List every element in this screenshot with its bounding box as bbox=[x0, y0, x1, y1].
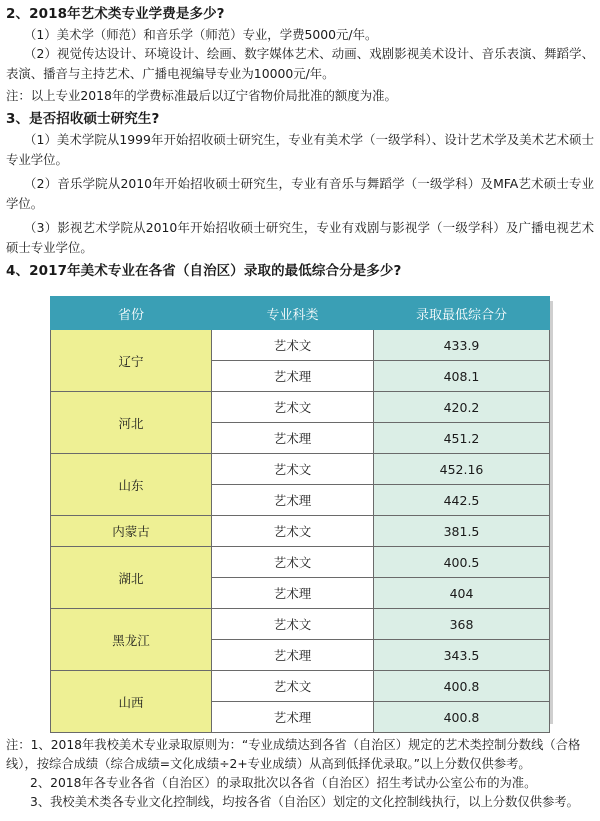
subject-cell: 艺术文 bbox=[212, 609, 374, 640]
table-row bbox=[51, 392, 550, 423]
section2-item-1: （1）美术学（师范）和音乐学（师范）专业，学费5000元/年。 bbox=[24, 27, 378, 42]
section2-item-2: （2）视觉传达设计、环境设计、绘画、数字媒体艺术、动画、戏剧影视美术设计、音乐表演、舞蹈学、表演、播音与主持艺术、广播电视编导专业为10000元/年。 bbox=[6, 46, 594, 81]
province-cell: 黑龙江 bbox=[51, 609, 212, 671]
note-1: 注：1、2018年我校美术专业录取原则为：“专业成绩达到各省（自治区）规定的艺术类控制分数线（合格线），按综合成绩（综合成绩=文化成绩÷2+专业成绩）从高到低择优录取。”以上分数仅供参考。 bbox=[6, 738, 581, 771]
province-cell: 辽宁 bbox=[51, 330, 212, 392]
province-cell: 河北 bbox=[51, 392, 212, 454]
table-row bbox=[51, 547, 550, 578]
province-cell: 湖北 bbox=[51, 547, 212, 609]
section2-heading: 2、2018年艺术类专业学费是多少? bbox=[6, 6, 225, 22]
score-cell: 343.5 bbox=[374, 640, 550, 671]
header-score: 录取最低综合分 bbox=[374, 297, 550, 330]
score-cell: 452.16 bbox=[374, 454, 550, 485]
admission-score-table-wrapper bbox=[50, 296, 549, 725]
header-province: 省份 bbox=[51, 297, 212, 330]
header-subject: 专业科类 bbox=[212, 297, 374, 330]
province-cell: 内蒙古 bbox=[51, 516, 212, 547]
subject-cell: 艺术理 bbox=[212, 702, 374, 733]
table-row bbox=[51, 671, 550, 702]
subject-cell: 艺术理 bbox=[212, 640, 374, 671]
score-cell: 400.8 bbox=[374, 671, 550, 702]
score-cell: 420.2 bbox=[374, 392, 550, 423]
table-row bbox=[51, 516, 550, 547]
score-cell: 442.5 bbox=[374, 485, 550, 516]
section2-note: 注：以上专业2018年的学费标准最后以辽宁省物价局批准的额度为准。 bbox=[6, 88, 397, 103]
admission-score-table bbox=[50, 296, 550, 733]
notes-block bbox=[6, 736, 596, 812]
score-cell: 400.5 bbox=[374, 547, 550, 578]
section3-heading: 3、是否招收硕士研究生? bbox=[6, 111, 160, 127]
subject-cell: 艺术理 bbox=[212, 423, 374, 454]
subject-cell: 艺术理 bbox=[212, 578, 374, 609]
table-header-row bbox=[51, 297, 550, 330]
score-cell: 381.5 bbox=[374, 516, 550, 547]
province-cell: 山西 bbox=[51, 671, 212, 733]
subject-cell: 艺术理 bbox=[212, 485, 374, 516]
province-cell: 山东 bbox=[51, 454, 212, 516]
section3-item-2: （2）音乐学院从2010年开始招收硕士研究生，专业有音乐与舞蹈学（一级学科）及MFA艺术硕士专业学位。 bbox=[6, 176, 594, 211]
score-cell: 408.1 bbox=[374, 361, 550, 392]
table-row bbox=[51, 454, 550, 485]
score-cell: 400.8 bbox=[374, 702, 550, 733]
section3-item-1: （1）美术学院从1999年开始招收硕士研究生，专业有美术学（一级学科）、设计艺术学及美术艺术硕士专业学位。 bbox=[6, 132, 594, 167]
subject-cell: 艺术理 bbox=[212, 361, 374, 392]
subject-cell: 艺术文 bbox=[212, 516, 374, 547]
subject-cell: 艺术文 bbox=[212, 454, 374, 485]
score-cell: 404 bbox=[374, 578, 550, 609]
note-2: 2、2018年各专业各省（自治区）的录取批次以各省（自治区）招生考试办公室公布的为准。 bbox=[30, 776, 537, 790]
score-cell: 451.2 bbox=[374, 423, 550, 454]
table-row bbox=[51, 609, 550, 640]
score-cell: 368 bbox=[374, 609, 550, 640]
section4-heading: 4、2017年美术专业在各省（自治区）录取的最低综合分是多少? bbox=[6, 263, 402, 279]
note-3: 3、我校美术类各专业文化控制线，均按各省（自治区）划定的文化控制线执行，以上分数仅供参考。 bbox=[30, 795, 579, 809]
subject-cell: 艺术文 bbox=[212, 547, 374, 578]
score-cell: 433.9 bbox=[374, 330, 550, 361]
table-row bbox=[51, 330, 550, 361]
subject-cell: 艺术文 bbox=[212, 392, 374, 423]
subject-cell: 艺术文 bbox=[212, 330, 374, 361]
section3-item-3: （3）影视艺术学院从2010年开始招收硕士研究生，专业有戏剧与影视学（一级学科）及广播电视艺术硕士专业学位。 bbox=[6, 220, 594, 255]
subject-cell: 艺术文 bbox=[212, 671, 374, 702]
